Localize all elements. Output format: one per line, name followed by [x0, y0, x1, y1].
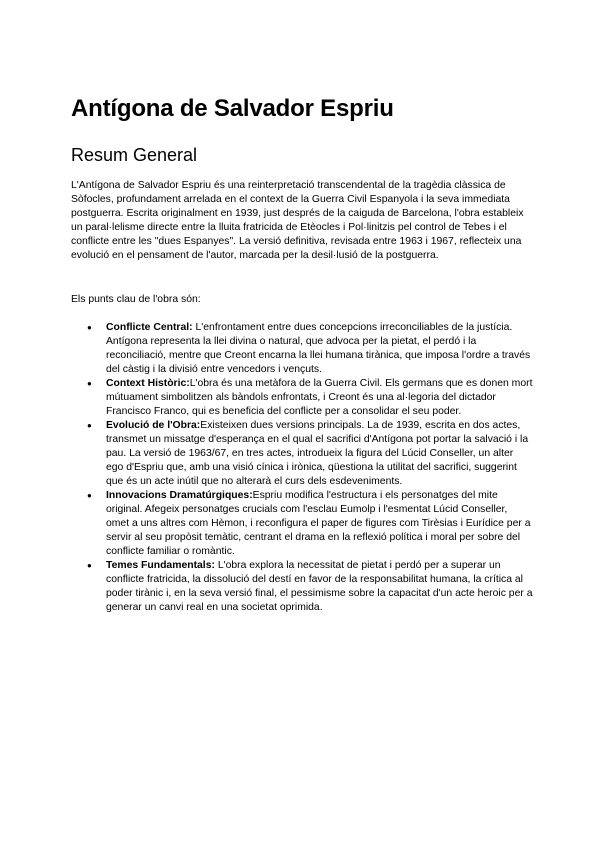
- point-term: Evolució de l'Obra:: [106, 420, 201, 431]
- list-item: [71, 559, 533, 615]
- key-points-list: [71, 321, 533, 615]
- point-text: Existeixen dues versions principals. La de 1939, escrita en dos actes, transmet un missatge d'esperança en el qual el sacrifici d'Antígona pot portar la salvació i la pau. La versió de 1963/67, en tres actes, introdueix la figura del Lúcid Conseller, un alter ego d'Espriu que, amb una visió cínica i irònica, qüestiona la utilitat del sacrifici, suggerint que és un acte inútil que no alterarà el curs dels esdeveniments.: [106, 420, 529, 487]
- list-item: [71, 321, 533, 377]
- point-text: L'obra explora la necessitat de pietat i perdó per a superar un conflicte fratricida, la dissolució del destí en favor de la responsabilitat humana, la crítica al poder tirànic i, en la seva versió final, el pessimisme sobre la capacitat d'un acte heroic per a generar un canvi real en una societat oprimida.: [106, 560, 533, 613]
- key-points-lead: Els punts clau de l'obra són:: [71, 294, 201, 305]
- point-text: L'enfrontament entre dues concepcions irreconciliables de la justícia. Antígona representa la llei divina o natural, que advoca per la pietat, el perdó i la reconciliació, mentre que Creont encarna la llei humana tirànica, que imposa l'ordre a través del càstig i la divisió entre vencedors i vençuts.: [106, 322, 531, 375]
- document-title: Antígona de Salvador Espriu: [71, 95, 394, 122]
- point-term: Temes Fundamentals:: [106, 560, 215, 571]
- point-text: Espriu modifica l'estructura i els personatges del mite original. Afegeix personatges crucials com l'esclau Eumolp i l'esmentat Lúcid Conseller, omet a uns altres com Hèmon, i reconfigura el paper de figures com Tirèsias i Eurídice per a servir al seu propòsit temàtic, centrant el drama en la reflexió política i moral per sobre del conflicte familiar o romàntic.: [106, 490, 531, 557]
- list-item: [71, 489, 533, 559]
- point-term: Innovacions Dramatúrgiques:: [106, 490, 253, 501]
- point-term: Context Històric:: [106, 378, 190, 389]
- point-text: L'obra és una metàfora de la Guerra Civil. Els germans que es donen mort mútuament simbolitzen als bàndols enfrontats, i Creont és una al·legoria del dictador Francisco Franco, qui es beneficia del conflicte per a consolidar el seu poder.: [106, 378, 533, 417]
- section-heading: Resum General: [71, 145, 198, 165]
- list-item: [71, 419, 533, 489]
- list-item: [71, 377, 533, 419]
- point-term: Conflicte Central:: [106, 322, 193, 333]
- intro-paragraph: L'Antígona de Salvador Espriu és una reinterpretació transcendental de la tragèdia clàssica de Sòfocles, profundament arrelada en el context de la Guerra Civil Espanyola i la seva immediata postguerra. Escrita originalment en 1939, just després de la caiguda de Barcelona, l'obra estableix un paral·lelisme directe entre la lluita fratricida de Etèocles i Pol·linitzis pel control de Tebes i el conflicte entre les "dues Espanyes". La versió definitiva, revisada entre 1963 i 1967, reflecteix una evolució en el pensament de l'autor, marcada per la desil·lusió de la postguerra.: [71, 180, 524, 261]
